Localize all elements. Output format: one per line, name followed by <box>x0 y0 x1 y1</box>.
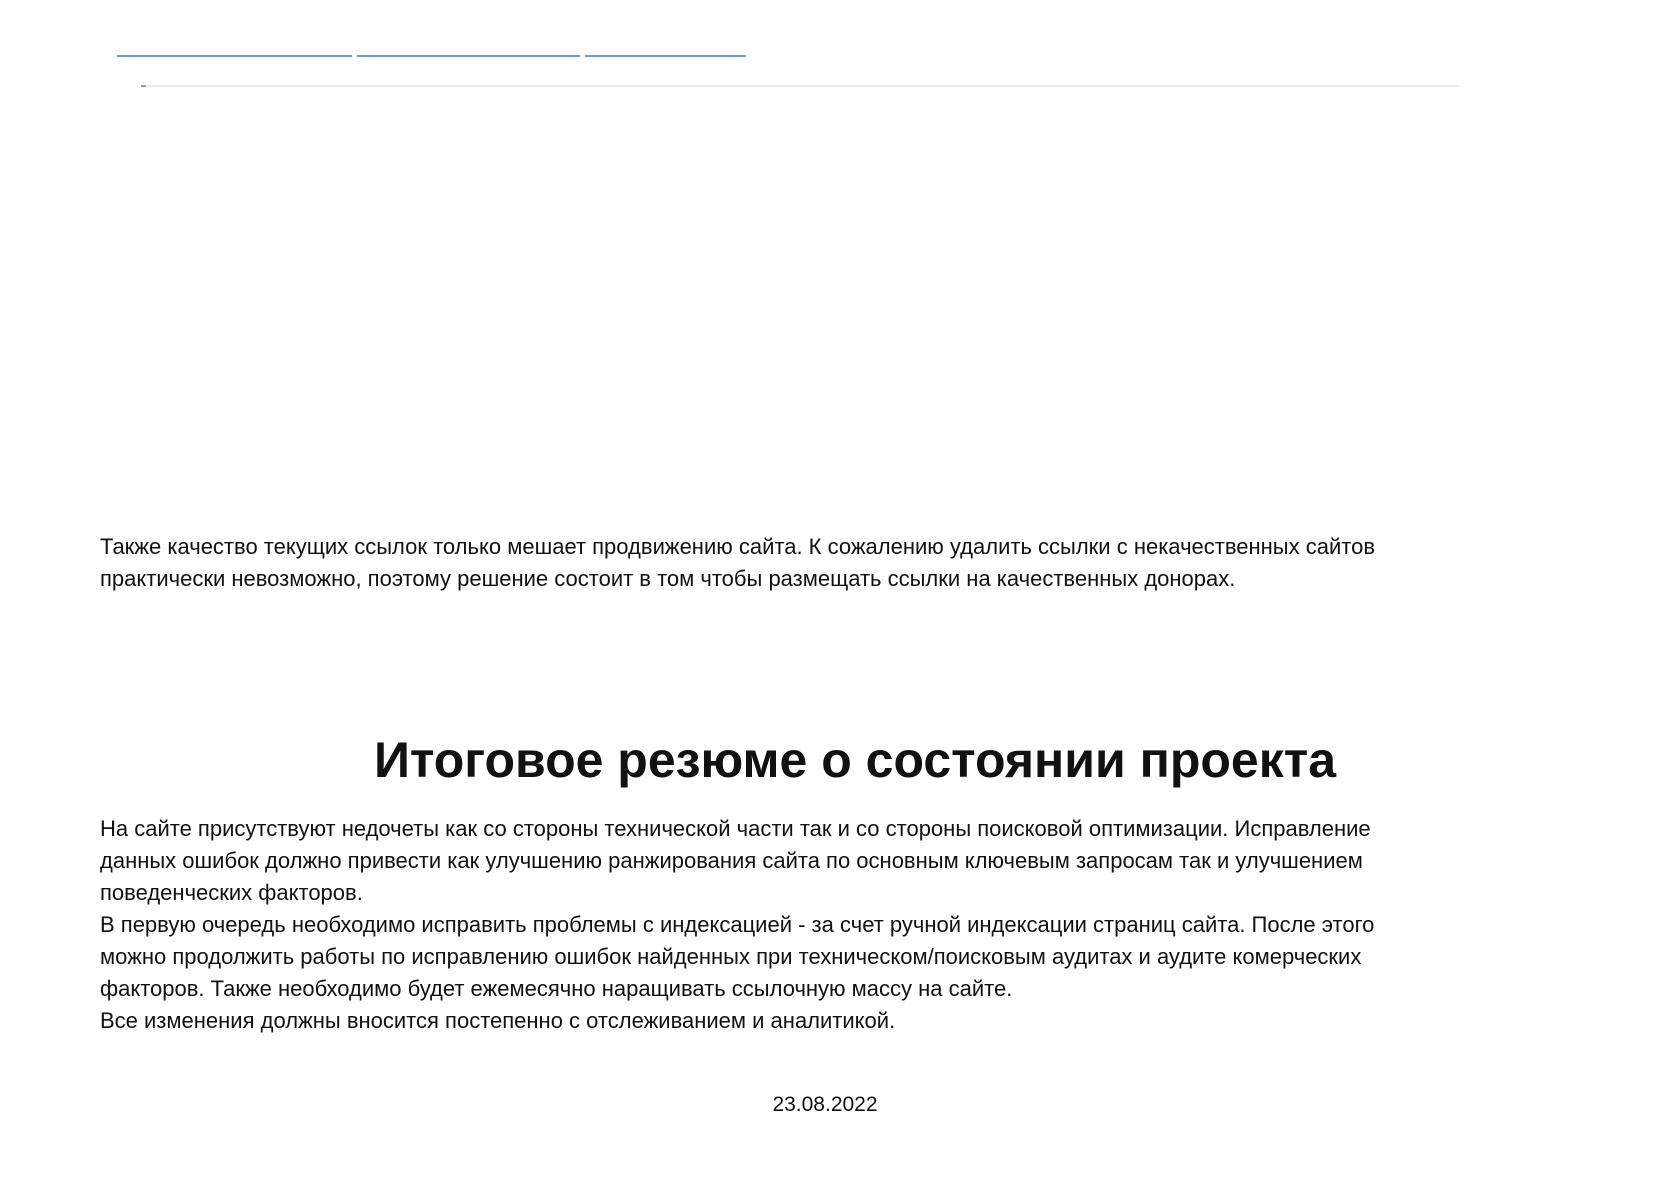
text-line: поведенческих факторов. <box>100 880 363 905</box>
text-line: На сайте присутствуют недочеты как со стороны технической части так и со стороны поисковой оптимизации. Исправление <box>100 816 1371 841</box>
text-line: В первую очередь необходимо исправить проблемы с индексацией - за счет ручной индексации страниц сайта. После этого <box>100 912 1375 937</box>
footer-date: 23.08.2022 <box>772 1093 878 1116</box>
text-line: практически невозможно, поэтому решение состоит в том чтобы размещать ссылки на качественных донорах. <box>100 566 1236 591</box>
text-line: факторов. Также необходимо будет ежемесячно наращивать ссылочную массу на сайте. <box>100 976 1013 1001</box>
text-line: можно продолжить работы по исправлению ошибок найденных при техническом/поисковым аудитах и аудите комерческих <box>100 944 1362 969</box>
text-line: Все изменения должны вносится постепенно с отслеживанием и аналитикой. <box>100 1008 896 1033</box>
section-title: Итоговое резюме о состоянии проекта <box>373 732 1337 788</box>
text-line: Также качество текущих ссылок только мешает продвижению сайта. К сожалению удалить ссылки с некачественных сайтов <box>100 534 1376 559</box>
summary-paragraph <box>100 813 1540 1037</box>
rank-chart <box>0 0 1680 510</box>
text-line: данных ошибок должно привести как улучшению ранжирования сайта по основным ключевым запросам так и улучшением <box>100 848 1363 873</box>
paragraph-links-quality <box>100 531 1540 595</box>
